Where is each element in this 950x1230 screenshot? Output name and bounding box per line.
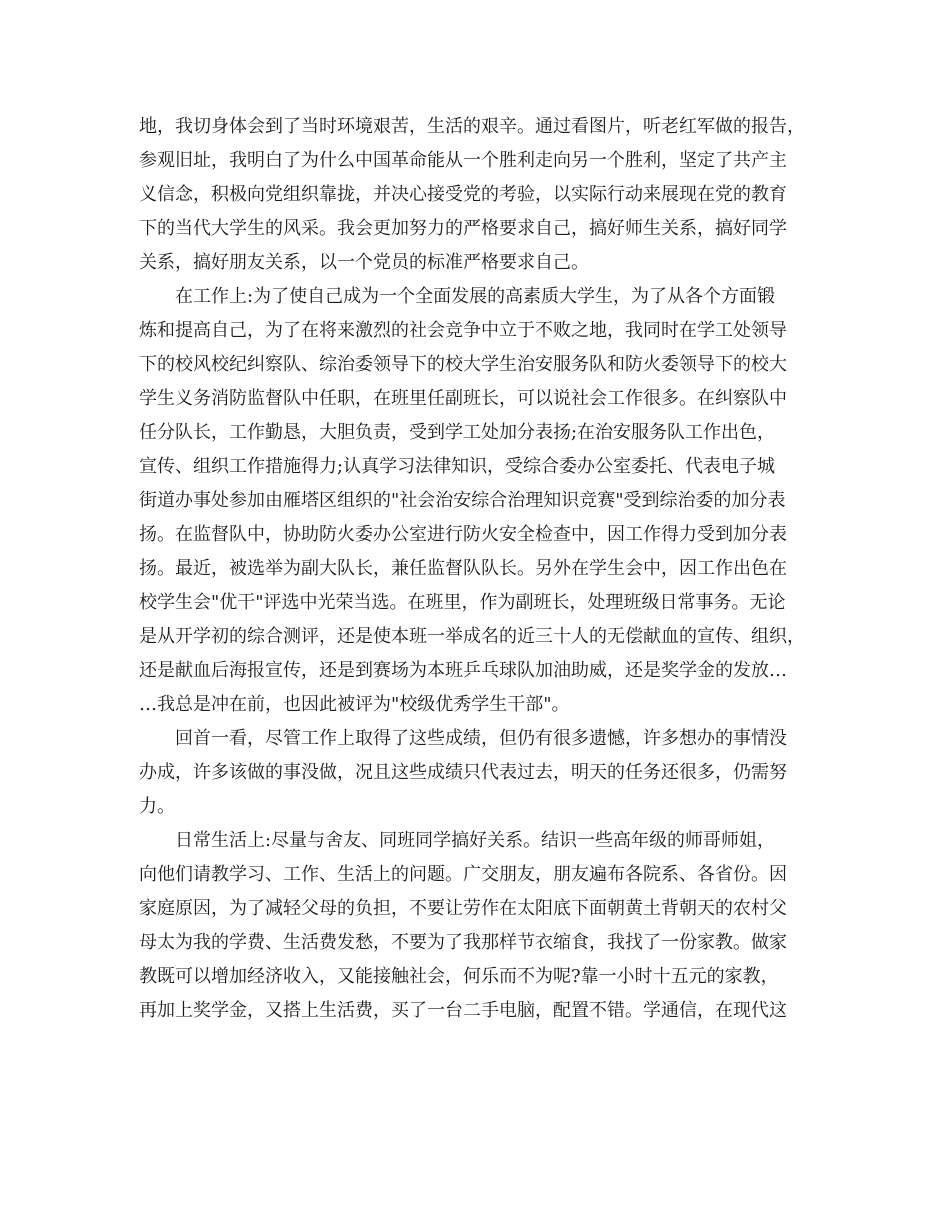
text-line: 关系，搞好朋友关系，以一个党员的标准严格要求自己。 bbox=[139, 252, 589, 273]
paragraph-reflection bbox=[139, 722, 829, 824]
text-line: 炼和提高自己，为了在将来激烈的社会竞争中立于不败之地，我同时在学工处领导 bbox=[139, 320, 787, 341]
text-line: 回首一看，尽管工作上取得了这些成绩，但仍有很多遗憾，许多想办的事情没 bbox=[175, 728, 787, 749]
text-line: 在工作上:为了使自己成为一个全面发展的高素质大学生，为了从各个方面锻 bbox=[175, 286, 776, 307]
text-line: 参观旧址，我明白了为什么中国革命能从一个胜利走向另一个胜利，坚定了共产主 bbox=[139, 150, 787, 171]
text-line: 是从开学初的综合测评，还是使本班一举成名的近三十人的无偿献血的宣传、组织， bbox=[139, 626, 805, 647]
text-line: 下的当代大学生的风采。我会更加努力的严格要求自己，搞好师生关系，搞好同学 bbox=[139, 218, 787, 239]
text-line: 义信念，积极向党组织靠拢，并决心接受党的考验，以实际行动来展现在党的教育 bbox=[139, 184, 787, 205]
text-line: 日常生活上:尽量与舍友、同班同学搞好关系。结识一些高年级的师哥师姐， bbox=[175, 830, 776, 851]
text-line: 学生义务消防监督队中任职，在班里任副班长，可以说社会工作很多。在纠察队中 bbox=[139, 388, 787, 409]
text-line: 任分队长，工作勤恳，大胆负责，受到学工处加分表扬;在治安服务队工作出色， bbox=[139, 422, 776, 443]
text-line: 教既可以增加经济收入，又能接触社会，何乐而不为呢?靠一小时十五元的家教， bbox=[139, 966, 779, 987]
paragraph-party-belief bbox=[139, 110, 829, 280]
paragraph-work bbox=[139, 280, 829, 722]
text-line: 校学生会"优干"评选中光荣当选。在班里，作为副班长，处理班级日常事务。无论 bbox=[139, 592, 786, 613]
text-line: 街道办事处参加由雁塔区组织的"社会治安综合治理知识竞赛"受到综治委的加分表 bbox=[139, 490, 786, 511]
text-line: 下的校风校纪纠察队、综治委领导下的校大学生治安服务队和防火委领导下的校大 bbox=[139, 354, 787, 375]
text-line: 办成，许多该做的事没做，况且这些成绩只代表过去，明天的任务还很多，仍需努 bbox=[139, 762, 787, 783]
text-line: 宣传、组织工作措施得力;认真学习法律知识，受综合委办公室委托、代表电子城 bbox=[139, 456, 776, 477]
text-line: 地，我切身体会到了当时环境艰苦，生活的艰辛。通过看图片，听老红军做的报告， bbox=[139, 116, 805, 137]
paragraph-daily-life bbox=[139, 824, 829, 1028]
text-line: 再加上奖学金，又搭上生活费，买了一台二手电脑，配置不错。学通信，在现代这 bbox=[139, 1000, 787, 1021]
text-line: 家庭原因，为了减轻父母的负担，不要让劳作在太阳底下面朝黄土背朝天的农村父 bbox=[139, 898, 787, 919]
text-line: 力。 bbox=[139, 796, 175, 817]
document-body bbox=[139, 110, 829, 1028]
text-line: …我总是冲在前，也因此被评为"校级优秀学生干部"。 bbox=[139, 694, 570, 715]
text-line: 向他们请教学习、工作、生活上的问题。广交朋友，朋友遍布各院系、各省份。因 bbox=[139, 864, 787, 885]
text-line: 还是献血后海报宣传，还是到赛场为本班乒乓球队加油助威，还是奖学金的发放… bbox=[139, 660, 787, 681]
text-line: 母太为我的学费、生活费发愁，不要为了我那样节衣缩食，我找了一份家教。做家 bbox=[139, 932, 787, 953]
text-line: 扬。最近，被选举为副大队长，兼任监督队队长。另外在学生会中，因工作出色在 bbox=[139, 558, 787, 579]
text-line: 扬。在监督队中，协助防火委办公室进行防火安全检查中，因工作得力受到加分表 bbox=[139, 524, 787, 545]
